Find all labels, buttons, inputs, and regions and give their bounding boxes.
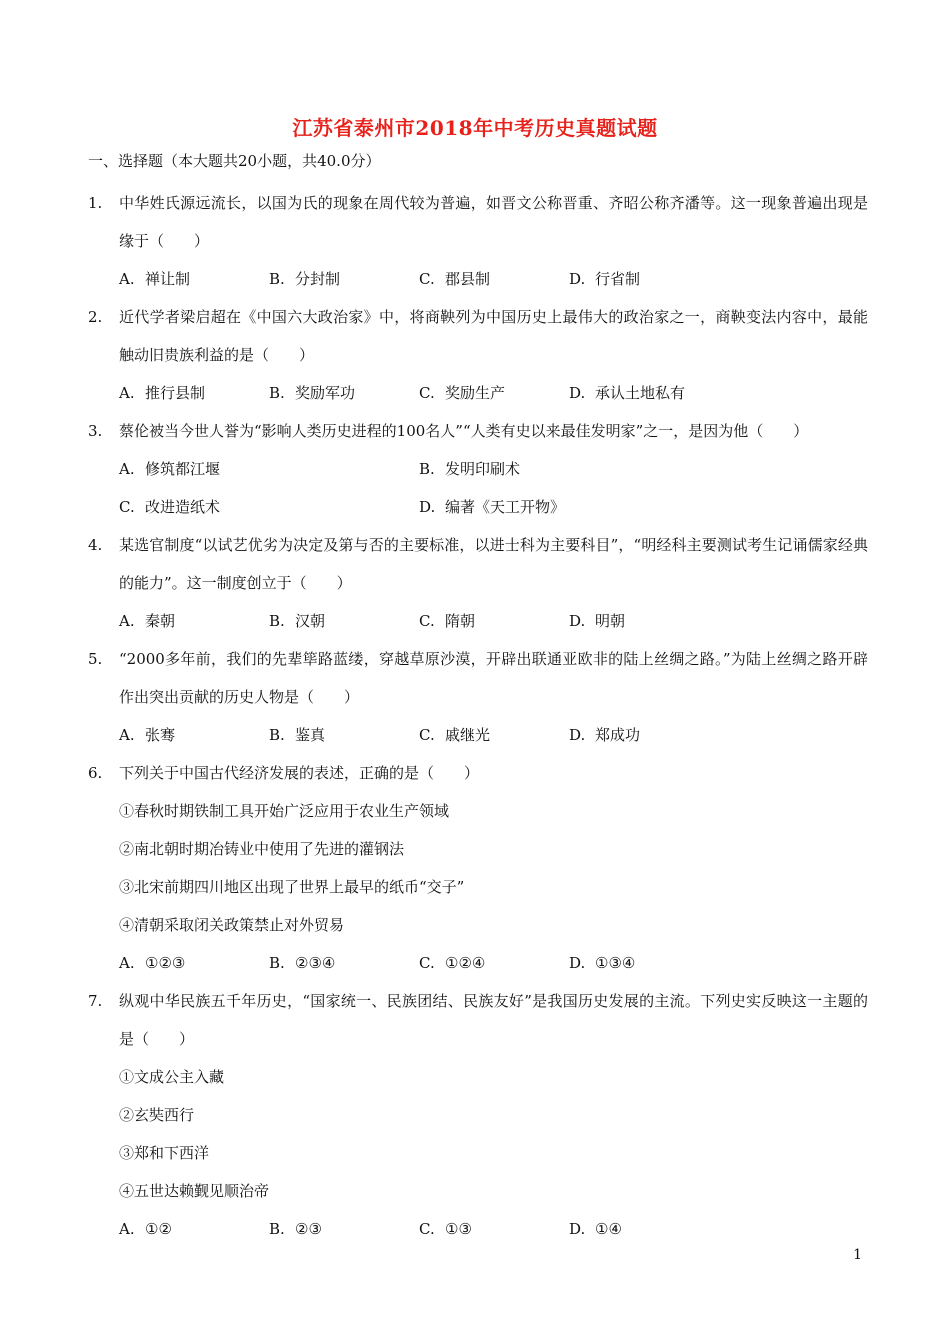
option-text: 郡县制 <box>445 270 491 288</box>
option-letter: C. <box>419 612 435 630</box>
option-text: 推行县制 <box>145 384 206 402</box>
option-letter: D. <box>569 612 586 630</box>
question-text: 近代学者梁启超在《中国六大政治家》中，将商鞅列为中国历史上最伟大的政治家之一，商鞅变法内容中，最能触动旧贵族利益的是（ ） <box>119 308 868 364</box>
option-letter: A. <box>119 954 135 972</box>
answer-option <box>569 716 719 754</box>
answer-option <box>269 602 419 640</box>
option-letter: B. <box>419 460 435 478</box>
question-statement: ②南北朝时期冶铸业中使用了先进的灌钢法 <box>119 840 405 858</box>
option-text: 汉朝 <box>295 612 326 630</box>
option-text: 鉴真 <box>295 726 326 744</box>
option-text: 承认土地私有 <box>595 384 686 402</box>
answer-option <box>269 716 419 754</box>
question-number: 4. <box>88 536 103 554</box>
question-text: 某选官制度“以试艺优劣为决定及第与否的主要标准，以进士科为主要科目”，“明经科主要测试考生记诵儒家经典的能力”。这一制度创立于（ ） <box>119 536 868 592</box>
page-number: 1 <box>853 1247 862 1263</box>
question-number: 1. <box>88 194 103 212</box>
question-item <box>88 184 868 298</box>
option-letter: C. <box>119 498 135 516</box>
question-text: “2000多年前，我们的先辈筚路蓝缕，穿越草原沙漠，开辟出联通亚欧非的陆上丝绸之路。”为陆上丝绸之路开辟作出突出贡献的历史人物是（ ） <box>119 650 868 706</box>
question-text: 下列关于中国古代经济发展的表述，正确的是（ ） <box>119 764 480 782</box>
answer-option <box>569 374 719 412</box>
answer-option <box>569 944 719 982</box>
answer-option <box>119 716 269 754</box>
option-text: 编著《天工开物》 <box>445 498 566 516</box>
question-statement: ④清朝采取闭关政策禁止对外贸易 <box>119 916 345 934</box>
option-letter: B. <box>269 612 285 630</box>
option-text: 发明印刷术 <box>445 460 521 478</box>
option-text: ①② <box>145 1220 172 1238</box>
option-letter: A. <box>119 1220 135 1238</box>
answer-option <box>569 260 719 298</box>
option-text: 改进造纸术 <box>145 498 221 516</box>
option-text: ①③ <box>445 1220 472 1238</box>
option-text: ①②④ <box>445 954 486 972</box>
option-text: ①③④ <box>595 954 636 972</box>
answer-options <box>119 602 868 640</box>
option-text: 明朝 <box>595 612 626 630</box>
option-text: 禅让制 <box>145 270 191 288</box>
option-text: 奖励军功 <box>295 384 356 402</box>
page-title: 江苏省泰州市2018年中考历史真题试题 <box>292 116 658 140</box>
option-letter: D. <box>569 954 586 972</box>
answer-option <box>569 602 719 640</box>
answer-option <box>119 944 269 982</box>
answer-option <box>119 450 419 488</box>
option-text: ②③④ <box>295 954 336 972</box>
option-text: 隋朝 <box>445 612 476 630</box>
answer-option <box>119 602 269 640</box>
option-text: 修筑都江堰 <box>145 460 221 478</box>
answer-options <box>119 450 868 526</box>
option-text: 秦朝 <box>145 612 176 630</box>
option-text: ①②③ <box>145 954 186 972</box>
option-letter: C. <box>419 384 435 402</box>
option-letter: B. <box>269 726 285 744</box>
question-item <box>88 754 868 982</box>
answer-option <box>119 488 419 526</box>
question-statement: ①文成公主入藏 <box>119 1068 225 1086</box>
question-statement: ②玄奘西行 <box>119 1106 195 1124</box>
question-statement: ③郑和下西洋 <box>119 1144 210 1162</box>
answer-option <box>419 602 569 640</box>
option-letter: C. <box>419 954 435 972</box>
section-heading: 一、选择题（本大题共20小题，共40.0分） <box>88 152 381 170</box>
answer-options <box>119 374 868 412</box>
answer-option <box>419 1210 569 1248</box>
question-list <box>88 184 868 1248</box>
question-item <box>88 640 868 754</box>
option-letter: D. <box>419 498 436 516</box>
option-letter: A. <box>119 384 135 402</box>
question-statement: ③北宋前期四川地区出现了世界上最早的纸币“交子” <box>119 878 465 896</box>
option-letter: A. <box>119 460 135 478</box>
option-letter: D. <box>569 270 586 288</box>
option-text: 行省制 <box>595 270 641 288</box>
question-number: 6. <box>88 764 103 782</box>
option-text: ②③ <box>295 1220 322 1238</box>
option-letter: B. <box>269 1220 285 1238</box>
option-letter: A. <box>119 726 135 744</box>
answer-option <box>569 1210 719 1248</box>
answer-option <box>119 260 269 298</box>
option-text: 奖励生产 <box>445 384 506 402</box>
option-letter: C. <box>419 270 435 288</box>
answer-option <box>419 716 569 754</box>
option-letter: B. <box>269 384 285 402</box>
option-letter: D. <box>569 1220 586 1238</box>
option-letter: A. <box>119 612 135 630</box>
option-letter: C. <box>419 726 435 744</box>
answer-option <box>419 450 719 488</box>
option-letter: C. <box>419 1220 435 1238</box>
question-item <box>88 526 868 640</box>
option-letter: B. <box>269 270 285 288</box>
option-text: 郑成功 <box>595 726 641 744</box>
question-number: 7. <box>88 992 103 1010</box>
answer-option <box>119 374 269 412</box>
option-text: 分封制 <box>295 270 341 288</box>
answer-option <box>419 374 569 412</box>
question-statement: ①春秋时期铁制工具开始广泛应用于农业生产领域 <box>119 802 450 820</box>
answer-option <box>119 1210 269 1248</box>
answer-option <box>419 260 569 298</box>
answer-options <box>119 944 868 982</box>
answer-options <box>119 716 868 754</box>
answer-option <box>269 1210 419 1248</box>
option-letter: B. <box>269 954 285 972</box>
answer-option <box>419 944 569 982</box>
question-statement: ④五世达赖觐见顺治帝 <box>119 1182 270 1200</box>
question-number: 5. <box>88 650 103 668</box>
option-text: 戚继光 <box>445 726 491 744</box>
question-item <box>88 298 868 412</box>
option-text: ①④ <box>595 1220 622 1238</box>
answer-option <box>269 374 419 412</box>
question-number: 3. <box>88 422 103 440</box>
question-item <box>88 982 868 1248</box>
answer-option <box>269 260 419 298</box>
question-text: 蔡伦被当今世人誉为“影响人类历史进程的100名人”“人类有史以来最佳发明家”之一，是因为他（ ） <box>119 422 809 440</box>
question-item <box>88 412 868 526</box>
answer-option <box>269 944 419 982</box>
option-letter: D. <box>569 384 586 402</box>
option-text: 张骞 <box>145 726 176 744</box>
answer-option <box>419 488 719 526</box>
option-letter: A. <box>119 270 135 288</box>
option-letter: D. <box>569 726 586 744</box>
question-text: 中华姓氏源远流长，以国为氏的现象在周代较为普遍，如晋文公称晋重、齐昭公称齐潘等。这一现象普遍出现是缘于（ ） <box>119 194 868 250</box>
answer-options <box>119 1210 868 1248</box>
question-number: 2. <box>88 308 103 326</box>
question-text: 纵观中华民族五千年历史，“国家统一、民族团结、民族友好”是我国历史发展的主流。下列史实反映这一主题的是（ ） <box>119 992 868 1048</box>
answer-options <box>119 260 868 298</box>
